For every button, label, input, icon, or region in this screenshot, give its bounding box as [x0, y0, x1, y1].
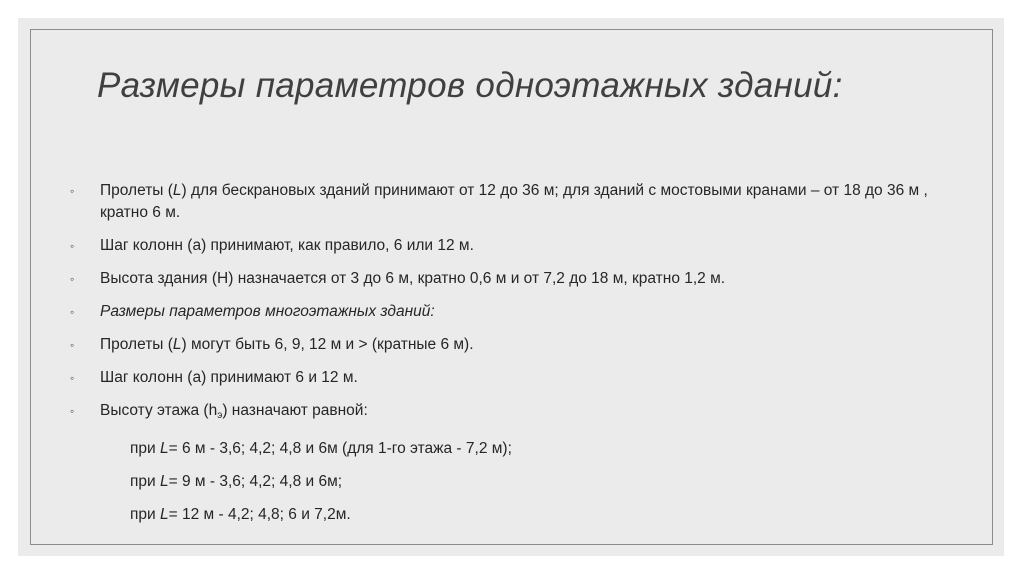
bullet-item-multistorey-heading	[70, 301, 975, 323]
bullet-item-floor-height	[70, 400, 975, 427]
bullet-marker: ◦	[70, 404, 75, 418]
bullet-text: Высоту этажа $(h_э)$ назначают равной:	[100, 402, 368, 421]
sub-item-span-12: при L= 12 м - 4,2; 4,8; 6 и 7,2м.	[130, 506, 351, 523]
slide-title: Размеры параметров одноэтажных зданий:	[97, 66, 843, 105]
bullet-marker: ◦	[70, 305, 75, 319]
bullet-item-column-step-multistorey	[70, 367, 975, 389]
bullet-marker: ◦	[70, 239, 75, 253]
bullet-text: Пролеты (L) для бескрановых зданий принимают от 12 до 36 м; для зданий с мостовыми кранами – от 18 до 36 м , кратно 6 м.	[100, 182, 928, 221]
bullet-text: Шаг колонн (а) принимают, как правило, 6 или 12 м.	[100, 237, 474, 254]
bullet-text: Шаг колонн (а) принимают 6 и 12 м.	[100, 369, 358, 386]
bullet-item-column-step	[70, 235, 975, 257]
bullet-text: Пролеты (L) могут быть 6, 9, 12 м и > (кратные 6 м).	[100, 336, 474, 353]
bullet-item-spans-one-storey	[70, 180, 975, 224]
sub-item-span-9: при L= 9 м - 3,6; 4,2; 4,8 и 6м;	[130, 473, 343, 490]
bullet-marker: ◦	[70, 184, 75, 198]
bullet-list	[70, 180, 975, 537]
sub-item-span-6: при L= 6 м - 3,6; 4,2; 4,8 и 6м (для 1-го этажа - 7,2 м);	[130, 440, 512, 457]
bullet-text: Размеры параметров многоэтажных зданий:	[100, 303, 435, 320]
bullet-marker: ◦	[70, 338, 75, 352]
bullet-marker: ◦	[70, 272, 75, 286]
bullet-text: Высота здания (Н) назначается от 3 до 6 м, кратно 0,6 м и от 7,2 до 18 м, кратно 1,2 м.	[100, 270, 726, 287]
bullet-marker: ◦	[70, 371, 75, 385]
bullet-item-building-height	[70, 268, 975, 290]
bullet-item-spans-multistorey	[70, 334, 975, 356]
